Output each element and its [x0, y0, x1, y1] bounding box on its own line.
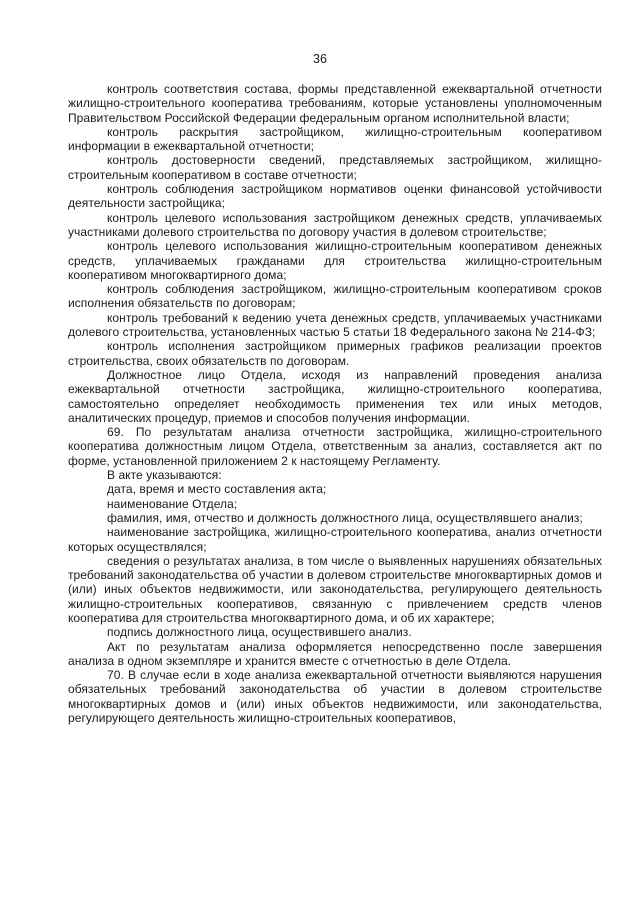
paragraph-act-developer: наименование застройщика, жилищно-строительного кооператива, анализ отчетности которых осуществлялся;	[68, 525, 602, 554]
paragraph-control-standards: контроль соблюдения застройщиком нормативов оценки финансовой устойчивости деятельности застройщика;	[68, 182, 602, 211]
paragraph-act-date: дата, время и место составления акта;	[107, 482, 327, 497]
paragraph-act-filing: Акт по результатам анализа оформляется непосредственно после завершения анализа в одном экземпляре и хранится вместе с отчетностью в деле Отдела.	[68, 639, 602, 668]
paragraph-control-composition: контроль соответствия состава, формы представленной ежеквартальной отчетности жилищно-строительного кооператива требованиям, которые установлены уполномоченным Правительством Российской Федерации федеральным органом исполнительной власти;	[68, 82, 602, 125]
paragraph-act-results: сведения о результатах анализа, в том числе о выявленных нарушениях обязательных требований законодательства об участии в долевом строительстве многоквартирных домов и (или) иных объектов недвижимости, или законодательства, регулирующего деятельность жилищно-строительных кооперативов, связанную с привлечением средств членов кооператива для строительства многоквартирного дома, и об их характере;	[68, 553, 602, 625]
paragraph-control-deadlines: контроль соблюдения застройщиком, жилищно-строительным кооперативом сроков исполнения обязательств по договорам;	[68, 282, 602, 311]
paragraph-item-69: 69. По результатам анализа отчетности застройщика, жилищно-строительного кооператива должностным лицом Отдела, ответственным за анализ, составляется акт по форме, установленной приложением 2 к настоящему Регламенту.	[68, 425, 602, 468]
paragraph-control-schedules: контроль исполнения застройщиком примерных графиков реализации проектов строительства, своих обязательств по договорам.	[68, 339, 602, 368]
paragraph-control-disclosure: контроль раскрытия застройщиком, жилищно-строительным кооперативом информации в ежеквартальной отчетности;	[68, 124, 602, 154]
paragraph-act-department: наименование Отдела;	[107, 496, 238, 511]
document-body	[68, 82, 602, 725]
paragraph-act-official: фамилия, имя, отчество и должность должностного лица, осуществлявшего анализ;	[107, 510, 583, 525]
paragraph-control-developer-funds: контроль целевого использования застройщиком денежных средств, уплачиваемых участниками долевого строительства по договору участия в долевом строительстве;	[68, 210, 602, 239]
page-number: 36	[313, 52, 327, 66]
paragraph-control-accounting: контроль требований к ведению учета денежных средств, уплачиваемых участниками долевого строительства, установленных частью 5 статьи 18 Федерального закона № 214-ФЗ;	[68, 310, 602, 340]
paragraph-item-70: 70. В случае если в ходе анализа ежеквартальной отчетности выявляются нарушения обязательных требований законодательства об участии в долевом строительстве многоквартирных домов и (или) иных объектов недвижимости, или законодательства, регулирующего деятельность жилищно-строительных кооперативов,	[68, 668, 602, 726]
paragraph-act-contents-intro: В акте указываются:	[107, 468, 222, 483]
paragraph-control-cooperative-funds: контроль целевого использования жилищно-строительным кооперативом денежных средств, уплачиваемых гражданами для строительства жилищно-строительным кооперативом многоквартирного дома;	[68, 239, 602, 282]
paragraph-act-signature: подпись должностного лица, осуществившего анализ.	[107, 625, 412, 640]
paragraph-control-reliability: контроль достоверности сведений, представляемых застройщиком, жилищно-строительным кооперативом в составе отчетности;	[68, 153, 602, 182]
paragraph-official-methods: Должностное лицо Отдела, исходя из направлений проведения анализа ежеквартальной отчетности застройщика, жилищно-строительного кооператива, самостоятельно определяет необходимость применения тех или иных методов, аналитических процедур, приемов и способов получения информации.	[68, 367, 602, 425]
